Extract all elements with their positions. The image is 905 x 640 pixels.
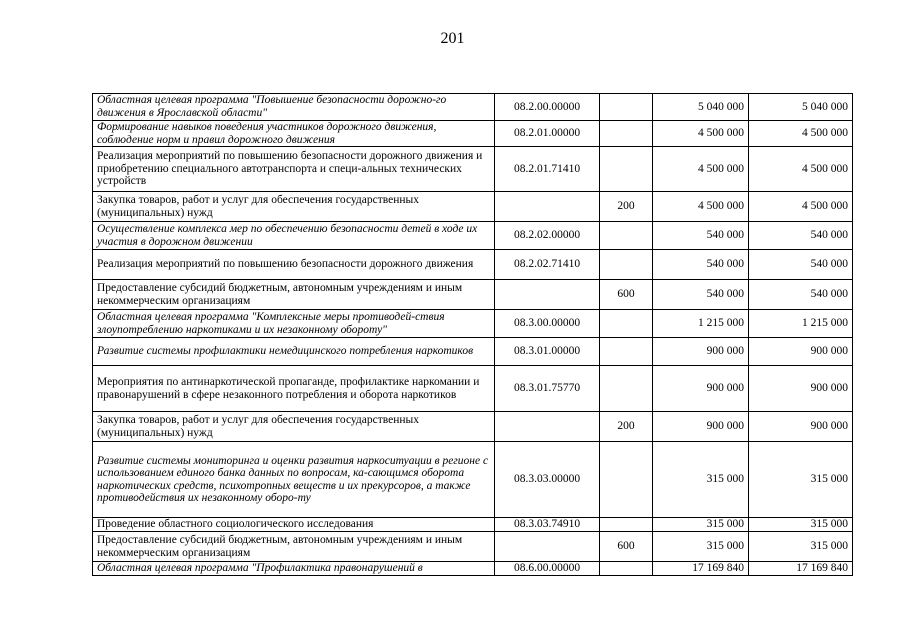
row-expense-type [600, 250, 653, 280]
row-code: 08.2.02.00000 [495, 222, 600, 250]
row-code [495, 532, 600, 562]
row-amount-year1: 5 040 000 [653, 94, 749, 121]
row-amount-year1: 540 000 [653, 280, 749, 310]
row-code: 08.2.01.71410 [495, 147, 600, 192]
row-name: Областная целевая программа "Комплексные меры противодей-ствия злоупотреблению наркотиками и их незаконному обороту" [93, 310, 495, 338]
table-row [93, 280, 853, 310]
row-expense-type [600, 562, 653, 576]
table-row [93, 147, 853, 192]
row-code: 08.3.01.75770 [495, 366, 600, 412]
row-amount-year2: 315 000 [749, 442, 853, 518]
row-code [495, 412, 600, 442]
row-code: 08.2.00.00000 [495, 94, 600, 121]
table-row [93, 121, 853, 147]
row-amount-year2: 1 215 000 [749, 310, 853, 338]
row-amount-year1: 315 000 [653, 532, 749, 562]
row-expense-type [600, 222, 653, 250]
row-code: 08.6.00.00000 [495, 562, 600, 576]
row-expense-type: 600 [600, 280, 653, 310]
row-code: 08.2.01.00000 [495, 121, 600, 147]
row-amount-year2: 315 000 [749, 518, 853, 532]
row-amount-year2: 900 000 [749, 366, 853, 412]
table-row [93, 192, 853, 222]
table-row [93, 442, 853, 518]
table-row [93, 366, 853, 412]
row-name: Реализация мероприятий по повышению безопасности дорожного движения и приобретению специального автотранспорта и специ-альных технических устройств [93, 147, 495, 192]
row-code [495, 192, 600, 222]
row-amount-year2: 540 000 [749, 250, 853, 280]
row-name: Закупка товаров, работ и услуг для обеспечения государственных (муниципальных) нужд [93, 192, 495, 222]
row-expense-type [600, 366, 653, 412]
table-row [93, 518, 853, 532]
table-row [93, 250, 853, 280]
row-amount-year1: 4 500 000 [653, 121, 749, 147]
row-amount-year2: 900 000 [749, 338, 853, 366]
row-amount-year1: 540 000 [653, 250, 749, 280]
row-amount-year1: 900 000 [653, 366, 749, 412]
row-amount-year2: 4 500 000 [749, 147, 853, 192]
row-amount-year2: 4 500 000 [749, 192, 853, 222]
row-code: 08.2.02.71410 [495, 250, 600, 280]
row-amount-year2: 5 040 000 [749, 94, 853, 121]
row-expense-type [600, 121, 653, 147]
row-name: Мероприятия по антинаркотической пропаганде, профилактике наркомании и правонарушений в сфере незаконного потребления и оборота наркотиков [93, 366, 495, 412]
row-name: Проведение областного социологического исследования [93, 518, 495, 532]
row-amount-year1: 900 000 [653, 412, 749, 442]
row-name: Областная целевая программа "Повышение безопасности дорожно-го движения в Ярославской области" [93, 94, 495, 121]
row-amount-year2: 540 000 [749, 280, 853, 310]
budget-table [92, 93, 853, 576]
row-name: Осуществление комплекса мер по обеспечению безопасности детей в ходе их участия в дорожном движении [93, 222, 495, 250]
row-amount-year2: 900 000 [749, 412, 853, 442]
row-code: 08.3.03.00000 [495, 442, 600, 518]
row-expense-type [600, 518, 653, 532]
row-code: 08.3.00.00000 [495, 310, 600, 338]
row-name: Предоставление субсидий бюджетным, автономным учреждениям и иным некоммерческим организациям [93, 280, 495, 310]
row-amount-year2: 4 500 000 [749, 121, 853, 147]
table-row [93, 222, 853, 250]
page-number: 201 [440, 30, 465, 47]
row-expense-type [600, 338, 653, 366]
row-name: Развитие системы мониторинга и оценки развития наркоситуации в регионе с использованием единого банка данных по вопросам, ка-сающимся оборота наркотических средств, психотропных веществ и их прекурсоров, а также противодействия их незаконному оборо-ту [93, 442, 495, 518]
row-amount-year1: 540 000 [653, 222, 749, 250]
row-name: Формирование навыков поведения участников дорожного движения, соблюдение норм и правил дорожного движения [93, 121, 495, 147]
row-name: Развитие системы профилактики немедицинского потребления наркотиков [93, 338, 495, 366]
table-row [93, 94, 853, 121]
row-expense-type: 200 [600, 412, 653, 442]
row-amount-year2: 315 000 [749, 532, 853, 562]
row-amount-year1: 4 500 000 [653, 192, 749, 222]
row-amount-year1: 1 215 000 [653, 310, 749, 338]
row-code: 08.3.01.00000 [495, 338, 600, 366]
row-name: Предоставление субсидий бюджетным, автономным учреждениям и иным некоммерческим организациям [93, 532, 495, 562]
row-code: 08.3.03.74910 [495, 518, 600, 532]
row-amount-year1: 315 000 [653, 442, 749, 518]
row-name: Областная целевая программа "Профилактика правонарушений в [93, 562, 495, 576]
row-expense-type: 200 [600, 192, 653, 222]
row-amount-year2: 17 169 840 [749, 562, 853, 576]
table-row [93, 562, 853, 576]
row-amount-year1: 315 000 [653, 518, 749, 532]
row-amount-year2: 540 000 [749, 222, 853, 250]
row-amount-year1: 900 000 [653, 338, 749, 366]
row-name: Реализация мероприятий по повышению безопасности дорожного движения [93, 250, 495, 280]
row-expense-type: 600 [600, 532, 653, 562]
row-name: Закупка товаров, работ и услуг для обеспечения государственных (муниципальных) нужд [93, 412, 495, 442]
table-row [93, 310, 853, 338]
row-expense-type [600, 147, 653, 192]
table-row [93, 338, 853, 366]
row-expense-type [600, 310, 653, 338]
row-amount-year1: 4 500 000 [653, 147, 749, 192]
row-expense-type [600, 442, 653, 518]
row-code [495, 280, 600, 310]
table-row [93, 412, 853, 442]
row-amount-year1: 17 169 840 [653, 562, 749, 576]
row-expense-type [600, 94, 653, 121]
table-row [93, 532, 853, 562]
